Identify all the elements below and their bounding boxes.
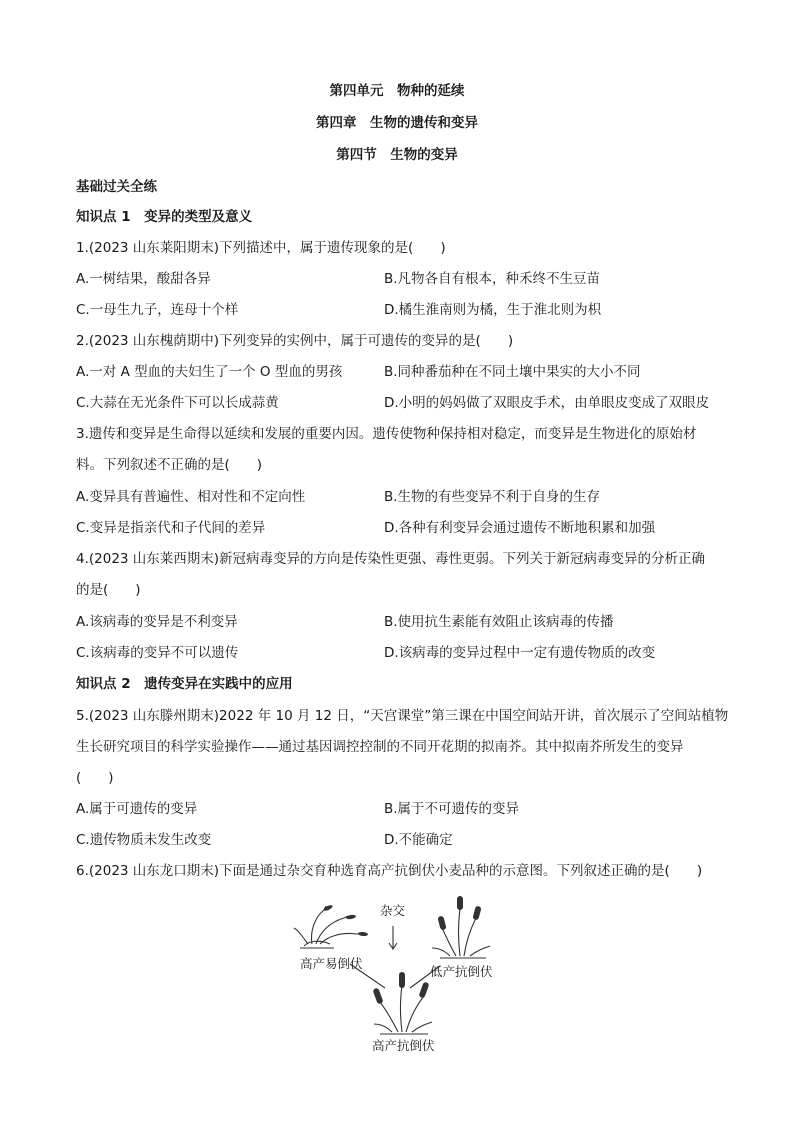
option-b[interactable]: B.同种番茄种在不同土壤中果实的大小不同 <box>384 364 641 380</box>
question-4-options-ab <box>76 612 734 632</box>
option-c[interactable]: C.大蒜在无光条件下可以长成蒜黄 <box>76 395 279 411</box>
option-b[interactable]: B.凡物各自有根本，种禾终不生豆苗 <box>384 271 601 287</box>
question-1-options-cd <box>76 300 734 320</box>
question-6-stem: 6.(2023 山东龙口期末)下面是通过杂交育种选育高产抗倒伏小麦品种的示意图。下列叙述正确的是( ) <box>76 863 703 879</box>
option-b[interactable]: B.使用抗生素能有效阻止该病毒的传播 <box>384 614 614 630</box>
question-4-stem-line2: 的是( ) <box>76 582 141 598</box>
question-2-options-ab <box>76 362 734 382</box>
question-3-stem-line1: 3.遗传和变异是生命得以延续和发展的重要内因。遗传使物种保持相对稳定，而变异是生物进化的原始材 <box>76 426 697 442</box>
option-c[interactable]: C.一母生九子，连母十个样 <box>76 302 239 318</box>
knowledge-point-1: 知识点 1 变异的类型及意义 <box>76 209 253 225</box>
parent-2-label: 低产抗倒伏 <box>430 964 493 979</box>
unit-title: 第四单元 物种的延续 <box>329 83 465 99</box>
chapter-title: 第四章 生物的遗传和变异 <box>316 115 478 131</box>
option-b[interactable]: B.生物的有些变异不利于自身的生存 <box>384 489 601 505</box>
practice-title: 基础过关全练 <box>76 179 157 195</box>
wheat-breeding-diagram <box>290 896 510 1056</box>
cross-label: 杂交 <box>380 903 406 918</box>
question-5-options-ab <box>76 799 734 819</box>
option-d[interactable]: D.小明的妈妈做了双眼皮手术，由单眼皮变成了双眼皮 <box>384 395 710 411</box>
option-d[interactable]: D.不能确定 <box>384 832 453 848</box>
question-4-stem-line1: 4.(2023 山东莱西期末)新冠病毒变异的方向是传染性更强、毒性更弱。下列关于新冠病毒变异的分析正确 <box>76 551 706 567</box>
question-5-stem-line3: ( ) <box>76 770 114 786</box>
offspring-label: 高产抗倒伏 <box>372 1038 435 1053</box>
tall-lodging-wheat-icon <box>294 906 360 948</box>
option-a[interactable]: A.该病毒的变异是不利变异 <box>76 614 238 630</box>
knowledge-point-2: 知识点 2 遗传变异在实践中的应用 <box>76 676 293 692</box>
question-3-options-ab <box>76 487 734 507</box>
question-4-options-cd <box>76 643 734 663</box>
option-c[interactable]: C.遗传物质未发生改变 <box>76 832 212 848</box>
question-5-stem-line1: 5.(2023 山东滕州期末)2022 年 10 月 12 日，“天宫课堂”第三课在中国空间站开讲，首次展示了空间站植物 <box>76 708 729 724</box>
option-a[interactable]: A.一树结果，酸甜各异 <box>76 271 211 287</box>
question-3-options-cd <box>76 518 734 538</box>
short-resistant-wheat-icon <box>432 908 490 958</box>
option-d[interactable]: D.橘生淮南则为橘，生于淮北则为枳 <box>384 302 602 318</box>
option-a[interactable]: A.属于可遗传的变异 <box>76 801 198 817</box>
option-c[interactable]: C.变异是指亲代和子代间的差异 <box>76 520 266 536</box>
section-title: 第四节 生物的变异 <box>336 147 458 163</box>
option-a[interactable]: A.变异具有普遍性、相对性和不定向性 <box>76 489 306 505</box>
question-2-stem: 2.(2023 山东槐荫期中)下列变异的实例中，属于可遗传的变异的是( ) <box>76 333 514 349</box>
question-5-stem-line2: 生长研究项目的科学实验操作——通过基因调控控制的不同开花期的拟南芥。其中拟南芥所发生的变异 <box>76 739 684 755</box>
option-c[interactable]: C.该病毒的变异不可以遗传 <box>76 645 239 661</box>
question-2-options-cd <box>76 393 734 413</box>
question-3-stem-line2: 料。下列叙述不正确的是( ) <box>76 457 263 473</box>
option-a[interactable]: A.一对 A 型血的夫妇生了一个 O 型血的男孩 <box>76 364 343 380</box>
parent-1-label: 高产易倒伏 <box>300 956 363 971</box>
option-b[interactable]: B.属于不可遗传的变异 <box>384 801 520 817</box>
option-d[interactable]: D.各种有利变异会通过遗传不断地积累和加强 <box>384 520 656 536</box>
question-5-options-cd <box>76 830 734 850</box>
question-1-options-ab <box>76 269 734 289</box>
option-d[interactable]: D.该病毒的变异过程中一定有遗传物质的改变 <box>384 645 656 661</box>
question-1-stem: 1.(2023 山东莱阳期末)下列描述中，属于遗传现象的是( ) <box>76 240 446 256</box>
